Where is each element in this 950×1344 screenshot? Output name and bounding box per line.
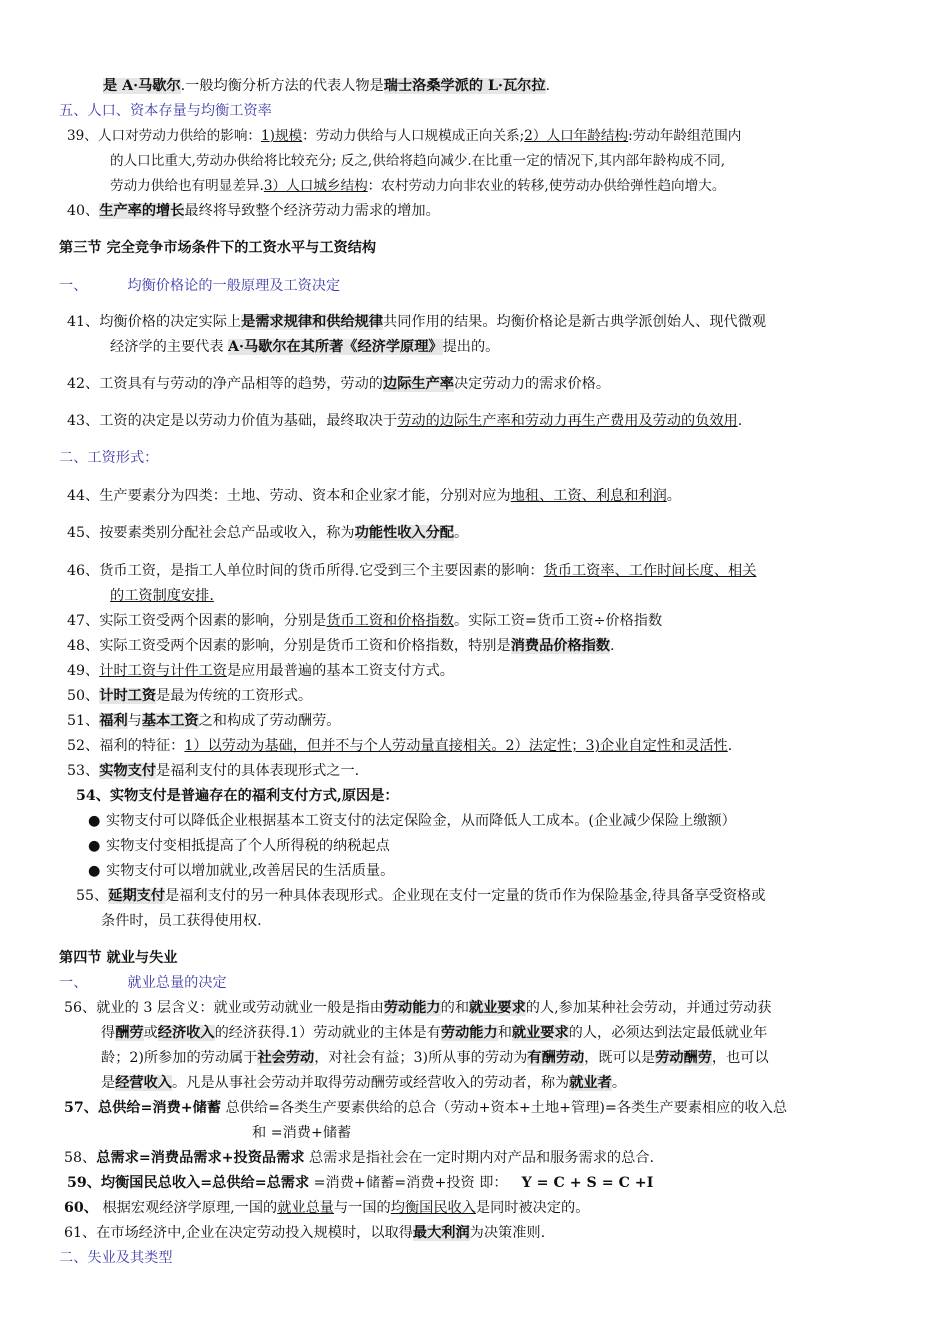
item-56-line-4: 是经营收入。凡是从事社会劳动并取得劳动酬劳或经营收入的劳动者，称为就业者。 (101, 1075, 627, 1091)
item-47: 47、实际工资受两个因素的影响，分别是货币工资和价格指数。实际工资=货币工资÷价格指数 (67, 613, 663, 629)
section-3-title: 第三节 完全竞争市场条件下的工资水平与工资结构 (59, 240, 377, 256)
highlight-term: 是 A·马歇尔 (103, 78, 181, 94)
item-39-line-3: 劳动力供给也有明显差异.3）人口城乡结构：农村劳动力向非农业的转移,使劳动办供给弹性趋向增大。 (110, 178, 726, 194)
item-46-line-1: 46、货币工资，是指工人单位时间的货币所得.它受到三个主要因素的影响：货币工资率、工作时间长度、相关 (67, 563, 757, 579)
subheading-unemployment: 二、失业及其类型 (59, 1250, 173, 1266)
item-40: 40、生产率的增长最终将导致整个经济劳动力需求的增加。 (67, 203, 440, 219)
highlight-term: 瑞士洛桑学派的 L·瓦尔拉 (383, 78, 546, 94)
bullet-icon: ● (88, 838, 101, 854)
item-55-line-1: 55、延期支付是福利支付的另一种具体表现形式。企业现在支付一定量的货币作为保险基金,待具备享受资格或 (76, 888, 766, 904)
item-57-line-2: 和 =消费+储蓄 (252, 1125, 352, 1141)
subheading-five: 五、人口、资本存量与均衡工资率 (59, 103, 272, 119)
subheading-employment: 一、 就业总量的决定 (59, 975, 227, 991)
item-42: 42、工资具有与劳动的净产品相等的趋势，劳动的边际生产率决定劳动力的需求价格。 (67, 376, 611, 392)
item-51: 51、福利与基本工资之和构成了劳动酬劳。 (67, 713, 341, 729)
subheading-two: 二、工资形式： (59, 450, 159, 466)
bullet-item-3: ● 实物支付可以增加就业,改善居民的生活质量。 (88, 860, 394, 883)
item-56-line-1: 56、就业的 3 层含义：就业或劳动就业一般是指由劳动能力的和就业要求的人,参加某种社会劳动，并通过劳动获 (64, 1000, 772, 1016)
item-44: 44、生产要素分为四类：土地、劳动、资本和企业家才能，分别对应为地租、工资、利息和利润。 (67, 488, 681, 504)
item-43: 43、工资的决定是以劳动力价值为基础，最终取决于劳动的边际生产率和劳动力再生产费用及劳动的负效用. (67, 413, 743, 429)
bullet-item-2: ● 实物支付变相抵提高了个人所得税的纳税起点 (88, 835, 390, 858)
section-4-title: 第四节 就业与失业 (59, 950, 178, 966)
item-49: 49、计时工资与计件工资是应用最普遍的基本工资支付方式。 (67, 663, 454, 679)
item-41-line-1: 41、均衡价格的决定实际上是需求规律和供给规律共同作用的结果。均衡价格论是新古典学派创始人、现代微观 (67, 314, 767, 330)
bullet-icon: ● (88, 863, 101, 879)
item-46-line-2: 的工资制度安排. (110, 588, 214, 604)
text: .一般均衡分析方法的代表人物是 (180, 78, 384, 94)
item-52: 52、福利的特征：1）以劳动为基础，但并不与个人劳动量直接相关。2）法定性；3)企业自定性和灵活性. (67, 738, 733, 754)
intro-line (103, 75, 550, 98)
item-48: 48、实际工资受两个因素的影响，分别是货币工资和价格指数，特别是消费品价格指数. (67, 638, 615, 654)
text: . (545, 78, 551, 94)
item-56-line-2: 得酬劳或经济收入的经济获得.1）劳动就业的主体是有劳动能力和就业要求的人，必须达到法定最低就业年 (101, 1025, 768, 1041)
item-55-line-2: 条件时，员工获得使用权. (101, 913, 262, 929)
item-50: 50、计时工资是最为传统的工资形式。 (67, 688, 313, 704)
item-53: 53、实物支付是福利支付的具体表现形式之一. (67, 763, 360, 779)
item-58: 58、总需求=消费品需求+投资品需求 总需求是指社会在一定时期内对产品和服务需求的总合. (64, 1150, 654, 1166)
bullet-icon: ● (88, 813, 101, 829)
item-54: 54、实物支付是普遍存在的福利支付方式,原因是： (76, 788, 399, 804)
item-60: 60、 根据宏观经济学原理,一国的就业总量与一国的均衡国民收入是同时被决定的。 (64, 1200, 590, 1216)
item-57-line-1: 57、总供给=消费+储蓄 总供给=各类生产要素供给的总合（劳动+资本+土地+管理)=各类生产要素相应的收入总 (64, 1100, 788, 1116)
item-41-line-2: 经济学的主要代表 A·马歇尔在其所著《经济学原理》提出的。 (110, 339, 500, 355)
item-45: 45、按要素类别分配社会总产品或收入，称为功能性收入分配。 (67, 525, 469, 541)
item-61: 61、在市场经济中,企业在决定劳动投入规模时，以取得最大利润为决策准则. (64, 1225, 546, 1241)
item-39-line-2: 的人口比重大,劳动办供给将比较充分; 反之,供给将趋向减少.在比重一定的情况下,其内部年龄构成不同, (110, 153, 726, 169)
item-56-line-3: 龄；2)所参加的劳动属于社会劳动，对社会有益；3)所从事的劳动为有酬劳动，既可以是劳动酬劳，也可以 (101, 1050, 769, 1066)
bullet-item-1: ● 实物支付可以降低企业根据基本工资支付的法定保险金，从而降低人工成本。(企业减少保险上缴额） (88, 810, 736, 833)
subheading-one: 一、 均衡价格论的一般原理及工资决定 (59, 278, 341, 294)
item-39-line-1: 39、人口对劳动力供给的影响：1)规模：劳动力供给与人口规模成正向关系;2）人口年龄结构:劳动年龄组范围内 (67, 128, 742, 144)
item-59: 59、均衡国民总收入=总供给=总需求 =消费+储蓄=消费+投资 即： Y = C + S = C +I (67, 1175, 654, 1191)
